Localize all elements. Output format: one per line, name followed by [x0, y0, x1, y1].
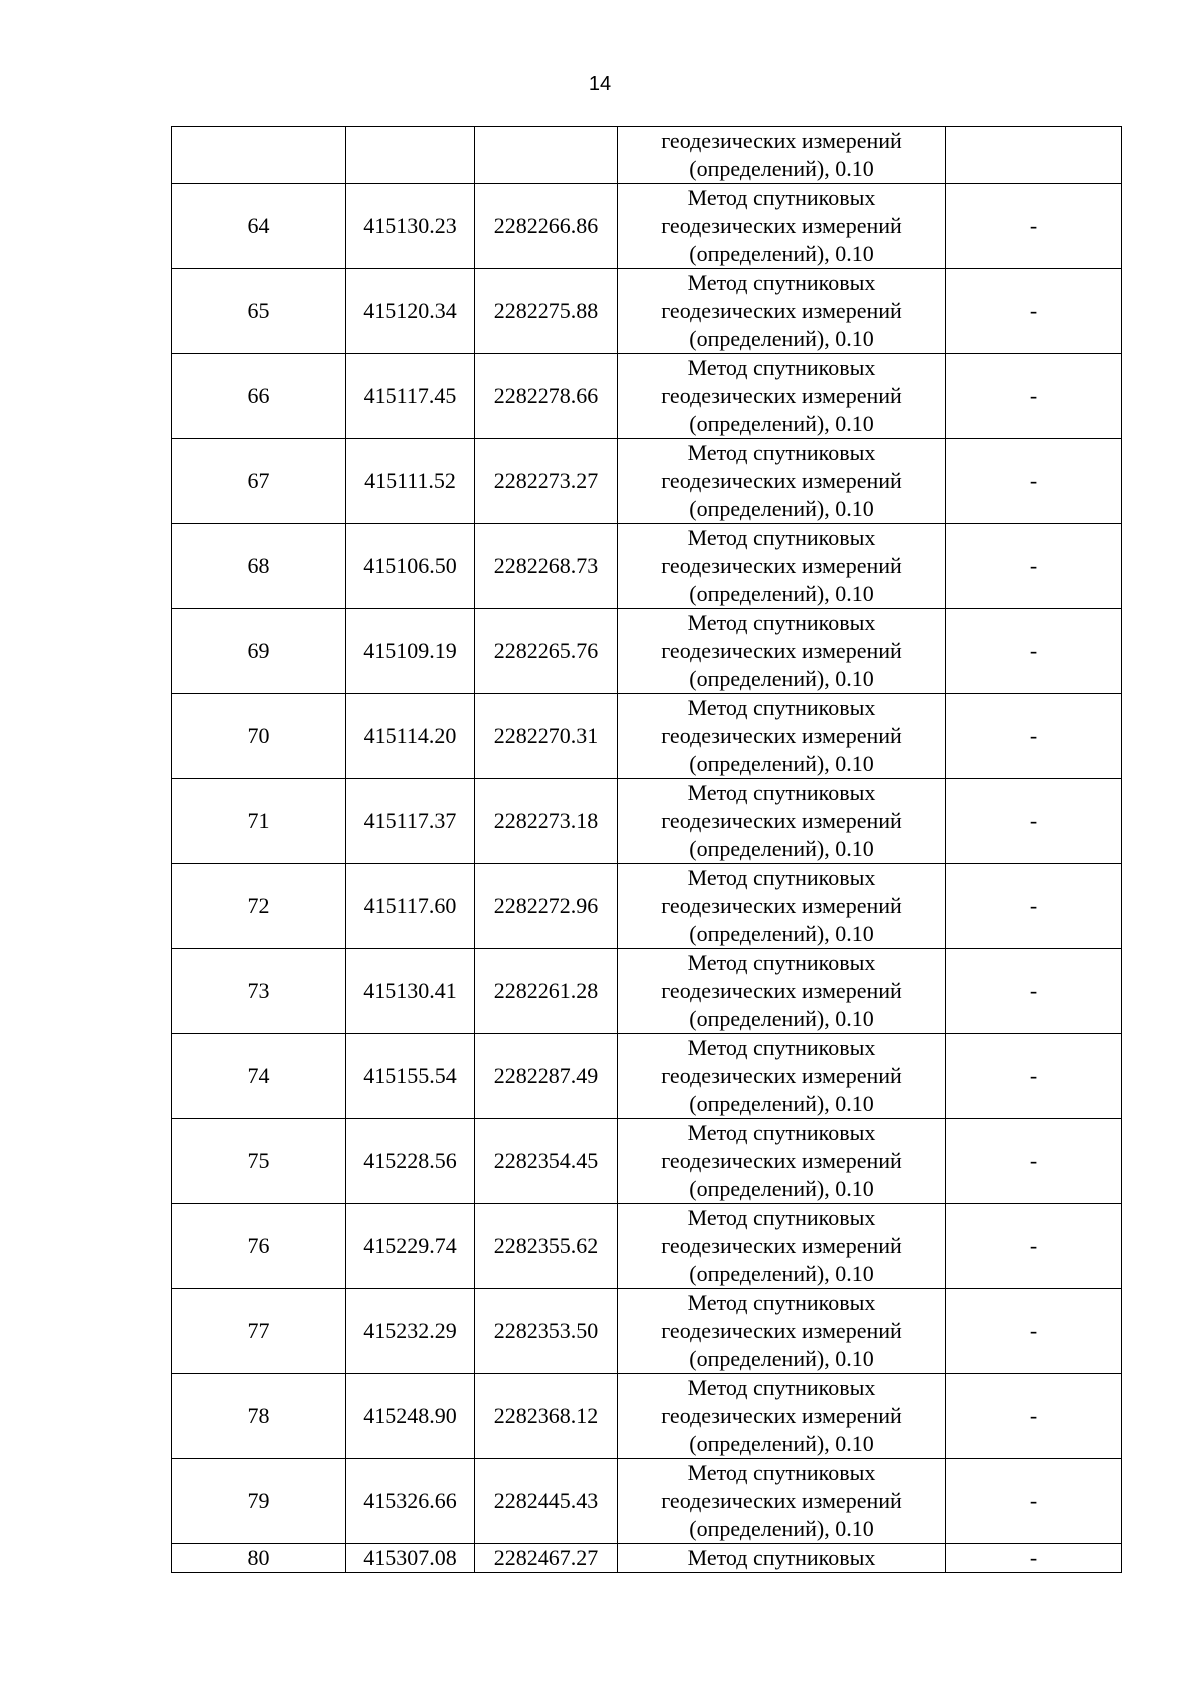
cell-y: 2282261.28: [475, 949, 618, 1034]
method-line: Метод спутниковых: [687, 440, 876, 465]
method-line: (определений), 0.10: [689, 1006, 874, 1031]
cell-num: 78: [172, 1374, 346, 1459]
method-line: (определений), 0.10: [689, 1091, 874, 1116]
table-row: [172, 694, 1122, 779]
method-line: геодезических измерений: [661, 1233, 902, 1258]
method-line: (определений), 0.10: [689, 751, 874, 776]
cell-num: 64: [172, 184, 346, 269]
cell-method: [618, 1204, 946, 1289]
cell-x: 415229.74: [346, 1204, 475, 1289]
table-row: [172, 1459, 1122, 1544]
cell-y: 2282278.66: [475, 354, 618, 439]
cell-y: 2282272.96: [475, 864, 618, 949]
cell-num: 68: [172, 524, 346, 609]
cell-x: 415130.41: [346, 949, 475, 1034]
method-line: (определений), 0.10: [689, 156, 874, 181]
cell-method: [618, 779, 946, 864]
cell-num: 76: [172, 1204, 346, 1289]
method-line: геодезических измерений: [661, 1403, 902, 1428]
method-line: (определений), 0.10: [689, 1516, 874, 1541]
cell-y: 2282266.86: [475, 184, 618, 269]
cell-num: 80: [172, 1544, 346, 1573]
table-row: [172, 1034, 1122, 1119]
method-line: Метод спутниковых: [687, 355, 876, 380]
method-line: геодезических измерений: [661, 1488, 902, 1513]
method-line: геодезических измерений: [661, 128, 902, 153]
cell-note: -: [946, 779, 1122, 864]
cell-method: [618, 1544, 946, 1573]
cell-y: 2282275.88: [475, 269, 618, 354]
cell-note: [946, 127, 1122, 184]
cell-num: 69: [172, 609, 346, 694]
table-row: [172, 1289, 1122, 1374]
cell-method: [618, 184, 946, 269]
method-line: геодезических измерений: [661, 978, 902, 1003]
cell-x: 415307.08: [346, 1544, 475, 1573]
cell-y: 2282355.62: [475, 1204, 618, 1289]
cell-method: [618, 1459, 946, 1544]
cell-method: [618, 1034, 946, 1119]
method-line: Метод спутниковых: [687, 950, 876, 975]
method-line: геодезических измерений: [661, 1318, 902, 1343]
cell-note: -: [946, 439, 1122, 524]
cell-x: 415114.20: [346, 694, 475, 779]
method-line: (определений), 0.10: [689, 496, 874, 521]
table-body: [172, 127, 1122, 1573]
cell-note: -: [946, 949, 1122, 1034]
cell-method: [618, 439, 946, 524]
cell-num: 65: [172, 269, 346, 354]
cell-x: 415228.56: [346, 1119, 475, 1204]
cell-x: 415111.52: [346, 439, 475, 524]
method-line: (определений), 0.10: [689, 411, 874, 436]
cell-y: 2282353.50: [475, 1289, 618, 1374]
cell-note: -: [946, 1034, 1122, 1119]
method-line: Метод спутниковых: [687, 695, 876, 720]
cell-note: -: [946, 1544, 1122, 1573]
method-line: Метод спутниковых: [687, 1290, 876, 1315]
cell-y: 2282273.27: [475, 439, 618, 524]
cell-num: 71: [172, 779, 346, 864]
method-line: (определений), 0.10: [689, 1176, 874, 1201]
method-line: геодезических измерений: [661, 553, 902, 578]
cell-y: 2282268.73: [475, 524, 618, 609]
cell-note: -: [946, 1119, 1122, 1204]
cell-x: 415117.60: [346, 864, 475, 949]
table-row: [172, 779, 1122, 864]
cell-num: 77: [172, 1289, 346, 1374]
method-line: Метод спутниковых: [687, 525, 876, 550]
method-line: (определений), 0.10: [689, 241, 874, 266]
table-row: [172, 949, 1122, 1034]
method-line: геодезических измерений: [661, 808, 902, 833]
continued-row: [172, 127, 1122, 184]
cell-x: 415248.90: [346, 1374, 475, 1459]
cell-x: 415109.19: [346, 609, 475, 694]
method-line: (определений), 0.10: [689, 1431, 874, 1456]
method-line: (определений), 0.10: [689, 921, 874, 946]
cell-note: -: [946, 354, 1122, 439]
table-row: [172, 1374, 1122, 1459]
cell-method: [618, 354, 946, 439]
cell-method: [618, 949, 946, 1034]
method-line: Метод спутниковых: [687, 780, 876, 805]
cell-y: 2282270.31: [475, 694, 618, 779]
cell-note: -: [946, 1459, 1122, 1544]
coordinates-table: [171, 126, 1122, 1573]
cell-note: -: [946, 184, 1122, 269]
method-line: геодезических измерений: [661, 723, 902, 748]
cell-y: 2282368.12: [475, 1374, 618, 1459]
method-line: (определений), 0.10: [689, 836, 874, 861]
cell-x: 415120.34: [346, 269, 475, 354]
method-line: геодезических измерений: [661, 213, 902, 238]
method-line: геодезических измерений: [661, 1148, 902, 1173]
cell-method: [618, 694, 946, 779]
method-line: Метод спутниковых: [687, 610, 876, 635]
method-line: геодезических измерений: [661, 383, 902, 408]
cell-num: 72: [172, 864, 346, 949]
method-line: Метод спутниковых: [687, 1545, 876, 1570]
cell-note: -: [946, 524, 1122, 609]
method-line: Метод спутниковых: [687, 270, 876, 295]
method-line: Метод спутниковых: [687, 1035, 876, 1060]
cell-x: 415117.37: [346, 779, 475, 864]
method-line: геодезических измерений: [661, 893, 902, 918]
method-line: геодезических измерений: [661, 468, 902, 493]
cell-method: [618, 609, 946, 694]
cell-num: 75: [172, 1119, 346, 1204]
method-line: геодезических измерений: [661, 298, 902, 323]
cell-x: 415155.54: [346, 1034, 475, 1119]
cell-x: 415117.45: [346, 354, 475, 439]
cell-y: 2282273.18: [475, 779, 618, 864]
method-line: Метод спутниковых: [687, 1375, 876, 1400]
cell-note: -: [946, 1204, 1122, 1289]
cell-method: [618, 1374, 946, 1459]
table-row: [172, 1119, 1122, 1204]
cell-method: [618, 269, 946, 354]
cell-note: -: [946, 609, 1122, 694]
method-line: (определений), 0.10: [689, 581, 874, 606]
cell-x: [346, 127, 475, 184]
method-line: Метод спутниковых: [687, 185, 876, 210]
cell-num: 74: [172, 1034, 346, 1119]
cell-num: [172, 127, 346, 184]
cell-x: 415130.23: [346, 184, 475, 269]
method-line: Метод спутниковых: [687, 1205, 876, 1230]
cell-method: [618, 524, 946, 609]
table-row: [172, 354, 1122, 439]
method-line: (определений), 0.10: [689, 666, 874, 691]
cell-num: 70: [172, 694, 346, 779]
cell-y: 2282287.49: [475, 1034, 618, 1119]
cell-note: -: [946, 694, 1122, 779]
cell-note: -: [946, 1374, 1122, 1459]
method-line: Метод спутниковых: [687, 865, 876, 890]
cell-method: [618, 864, 946, 949]
method-line: (определений), 0.10: [689, 326, 874, 351]
cell-x: 415326.66: [346, 1459, 475, 1544]
cell-y: 2282265.76: [475, 609, 618, 694]
cell-x: 415106.50: [346, 524, 475, 609]
table-row: [172, 1544, 1122, 1573]
cell-num: 66: [172, 354, 346, 439]
cell-method: [618, 1289, 946, 1374]
cell-note: -: [946, 269, 1122, 354]
cell-y: 2282467.27: [475, 1544, 618, 1573]
method-line: (определений), 0.10: [689, 1346, 874, 1371]
cell-y: [475, 127, 618, 184]
cell-num: 67: [172, 439, 346, 524]
cell-num: 73: [172, 949, 346, 1034]
method-line: Метод спутниковых: [687, 1460, 876, 1485]
cell-method: [618, 127, 946, 184]
table-row: [172, 439, 1122, 524]
cell-note: -: [946, 1289, 1122, 1374]
table-row: [172, 1204, 1122, 1289]
table-row: [172, 269, 1122, 354]
cell-x: 415232.29: [346, 1289, 475, 1374]
page-number: 14: [588, 73, 612, 95]
method-line: (определений), 0.10: [689, 1261, 874, 1286]
cell-note: -: [946, 864, 1122, 949]
method-line: Метод спутниковых: [687, 1120, 876, 1145]
table-row: [172, 609, 1122, 694]
table-row: [172, 524, 1122, 609]
cell-num: 79: [172, 1459, 346, 1544]
cell-y: 2282445.43: [475, 1459, 618, 1544]
method-line: геодезических измерений: [661, 638, 902, 663]
cell-method: [618, 1119, 946, 1204]
table-row: [172, 184, 1122, 269]
cell-y: 2282354.45: [475, 1119, 618, 1204]
method-line: геодезических измерений: [661, 1063, 902, 1088]
table-row: [172, 864, 1122, 949]
